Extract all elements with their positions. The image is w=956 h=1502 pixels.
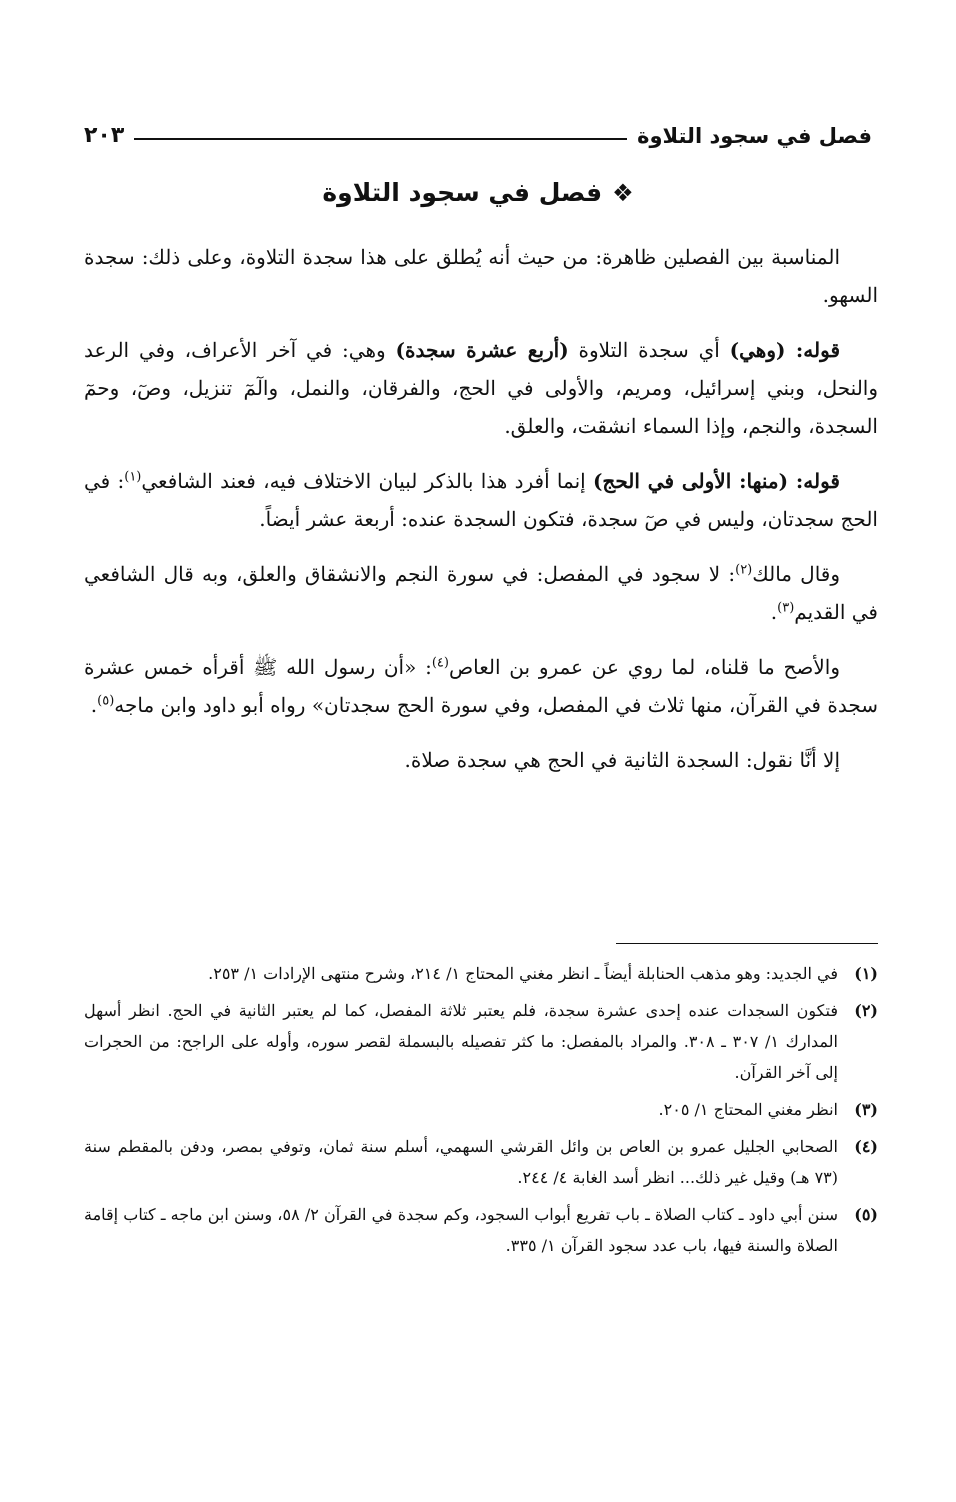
footnote-number: (٥) bbox=[854, 1205, 878, 1224]
footnote-text: الصحابي الجليل عمرو بن العاص بن وائل القرشي السهمي، أسلم سنة ثمان، وتوفي بمصر، ودفن بالمقطم سنة (٧٣ هـ) وقيل غير ذلك... انظر أسد الغابة ٤/ ٢٤٤. bbox=[84, 1137, 838, 1187]
footnote-4 bbox=[84, 1131, 878, 1193]
footnote-ref: (٤) bbox=[431, 655, 449, 671]
paragraph-text: : «أن رسول الله ﷺ أقرأه خمس عشرة سجدة في القرآن، منها ثلاث في المفصل، وفي سورة الحج سجدتان» رواه أبو داود وابن ماجه bbox=[84, 655, 878, 717]
footnote-number: (٣) bbox=[854, 1100, 878, 1119]
paragraph-3 bbox=[84, 462, 878, 538]
paragraph-6: إلا أنَّا نقول: السجدة الثانية في الحج هي سجدة صلاة. bbox=[404, 748, 840, 772]
running-header bbox=[84, 112, 872, 148]
paragraph-text: . bbox=[770, 600, 778, 624]
body-text bbox=[84, 238, 878, 796]
page-number: ٢٠٣ bbox=[84, 123, 125, 148]
footnote-text: سنن أبي داود ـ كتاب الصلاة ـ باب تفريع أبواب السجود، وكم سجدة في القرآن ٢/ ٥٨، وسنن ابن ماجه ـ كتاب إقامة الصلاة والسنة فيها، باب عدد سجود القرآن ١/ ٣٣٥. bbox=[84, 1205, 839, 1255]
paragraph-text: : لا سجود في المفصل: في سورة النجم والانشقاق والعلق، وبه قال الشافعي في القديم bbox=[84, 562, 878, 624]
quoted-label: قوله: (منها: الأولى في الحج) bbox=[592, 469, 840, 493]
running-title: فصل في سجود التلاوة bbox=[637, 124, 872, 148]
footnotes bbox=[84, 958, 878, 1267]
section-heading bbox=[0, 178, 956, 207]
quoted-text: (أربع عشرة سجدة) bbox=[395, 338, 569, 362]
footnote-3 bbox=[84, 1094, 878, 1125]
footnote-ref: (٥) bbox=[97, 693, 115, 709]
paragraph-4 bbox=[84, 555, 878, 631]
footnote-text: في الجديد: وهو مذهب الحنابلة أيضاً ـ انظر مغني المحتاج ١/ ٢١٤، وشرح منتهى الإرادات ١/ ٢٥٣. bbox=[208, 964, 838, 983]
footnote-2 bbox=[84, 995, 878, 1088]
paragraph-text: وقال مالك bbox=[752, 562, 841, 586]
paragraph-5 bbox=[84, 648, 878, 724]
paragraph-1: المناسبة بين الفصلين ظاهرة: من حيث أنه يُطلق على هذا سجدة التلاوة، وعلى ذلك: سجدة السهو. bbox=[84, 245, 878, 307]
footnote-number: (٢) bbox=[854, 1001, 878, 1020]
paragraph-text: إنما أفرد هذا بالذكر لبيان الاختلاف فيه، فعند الشافعي bbox=[141, 469, 593, 493]
footnote-1 bbox=[84, 958, 878, 989]
quoted-label: قوله: (وهي) bbox=[729, 338, 841, 362]
footnote-text: انظر مغني المحتاج ١/ ٢٠٥. bbox=[658, 1100, 838, 1119]
footnote-number: (١) bbox=[854, 964, 878, 983]
paragraph-text: والأصح ما قلناه، لما روي عن عمرو بن العاص bbox=[448, 655, 840, 679]
paragraph-text: وهي: في آخر الأعراف، وفي الرعد والنحل، وبني إسرائيل، ومريم، والأولى في الحج، والفرقان، والنمل، والٓمٓ تنزيل، وصٓ، وحمٓ السجدة، والنجم، وإذا السماء انشقت، والعلق. bbox=[84, 338, 878, 438]
footnote-number: (٤) bbox=[854, 1137, 878, 1156]
footnote-ref: (١) bbox=[124, 469, 142, 485]
section-title: فصل في سجود التلاوة bbox=[322, 178, 603, 207]
paragraph-text: . bbox=[90, 693, 98, 717]
paragraph-text: : في الحج سجدتان، وليس في صٓ سجدة، فتكون السجدة عنده: أربعة عشر أيضاً. bbox=[84, 469, 878, 531]
footnote-ref: (٢) bbox=[735, 562, 753, 578]
header-rule bbox=[134, 138, 627, 140]
paragraph-2 bbox=[84, 331, 878, 445]
footnote-text: فتكون السجدات عنده إحدى عشرة سجدة، فلم يعتبر ثلاثة المفصل، كما لم يعتبر الثانية في الحج. انظر أسهل المدارك ١/ ٣٠٧ ـ ٣٠٨. والمراد بالمفصل: ما كثر تفصيله بالبسملة لقصر سوره، وأوله على الراجح: من الحجرات إلى آخر القرآن. bbox=[84, 1001, 838, 1082]
paragraph-text: أي سجدة التلاوة bbox=[568, 338, 730, 362]
footnote-ref: (٣) bbox=[777, 600, 795, 616]
footnote-divider bbox=[616, 943, 878, 944]
footnote-5 bbox=[84, 1199, 878, 1261]
ornament-icon: ❖ bbox=[612, 179, 634, 207]
